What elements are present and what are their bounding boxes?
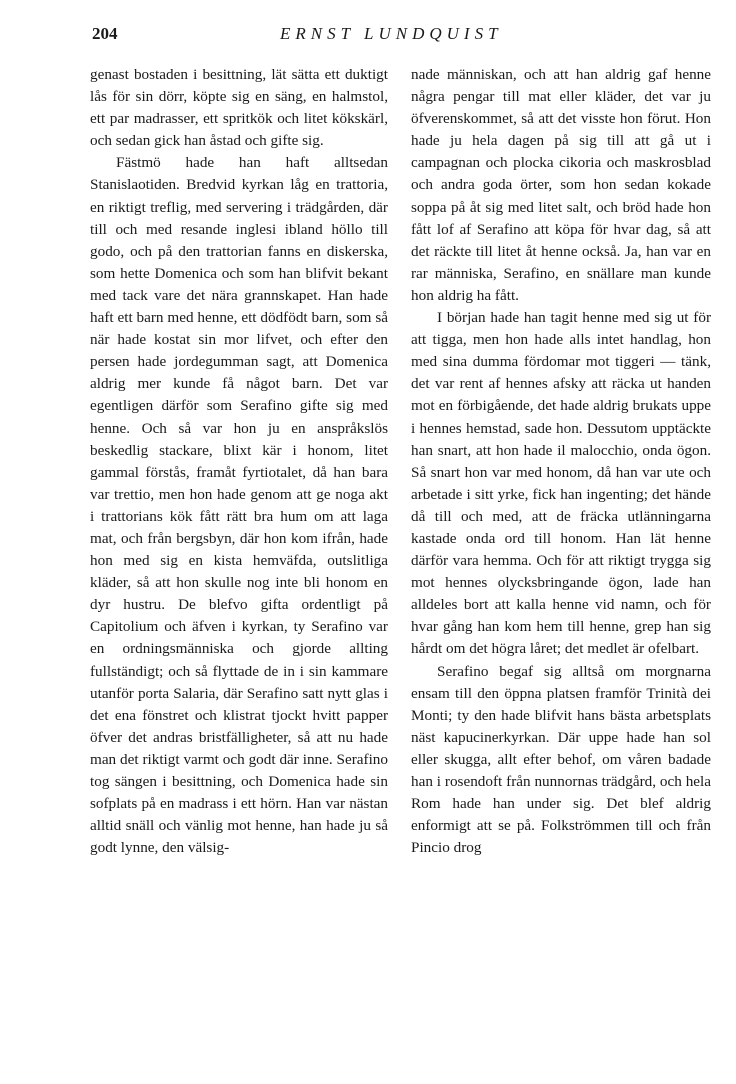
running-head: ERNST LUNDQUIST: [280, 24, 503, 43]
paragraph: Serafino begaf sig alltså om morgnarna ensam till den öppna platsen framför Trinità dei Monti; ty den hade blifvit hans bästa arbetsplats näst kapucinerkyrkan. Där uppe hade han sol eller skugga, allt efter behof, om våren badade han i rosendoft från nunnornas trädgård, och hela Rom hade han under sig. Det blef aldrig enformigt att se på. Folkströmmen till och från Pincio drog: [411, 662, 711, 857]
right-column: [411, 64, 711, 859]
left-column: [90, 64, 388, 859]
page-number: 204: [92, 24, 118, 43]
paragraph: Fästmö hade han haft alltsedan Stanislaotiden. Bredvid kyrkan låg en trattoria, en riktigt treflig, med servering i trädgården, där till och med resande inglesi ibland höllo till godo, och på den trattorian fanns en diskerska, som hette Domenica och som han blifvit bekant med tack vare det nära grannskapet. Han hade haft ett barn med henne, ett dödfödt barn, som så när hade kostat sin mor lifvet, och efter den persen hade jordegumman sagt, att Domenica aldrig mer kunde få något barn. Det var egentligen därför som Serafino gifte sig med henne. Och så var hon ju en anspråkslös beskedlig stackare, blixt kär i honom, litet gammal förstås, framåt fyrtiotalet, då han bara var trettio, men hon hade genom att ge noga akt i trattorians kök fått rätt bra hum om att laga mat, och från bergsbyn, där hon kom ifrån, hade hon med sig en kista hemväfda, outslitliga kläder, så att hon skulle nog inte bli honom en dyr hustru. De blefvo gifta ordentligt på Capitolium och äfven i kyrkan, ty Serafino var en ordningsmänniska och gjorde allting fullständigt; och så flyttade de in i sin kammare utanför porta Salaria, där Serafino satt nytt glas i det ena fönstret och klistrat tjockt hvitt papper öfver det andras bristfälligheter, så att nu hade man det riktigt varmt och godt där inne. Serafino tog sängen i besittning, och Domenica hade sin sofplats på en madrass i ett hörn. Han var nästan alltid snäll och vänlig mot henne, han hade ju så godt lynne, den välsig-: [90, 154, 388, 857]
paragraph: nade människan, och att han aldrig gaf henne några pengar till mat eller kläder, det var ju öfverenskommet, så att det visste hon förut. Hon hade ju hela dagen på sig till att gå ut i campagnan och plocka cikoria och maskrosblad och andra goda örter, som hon sedan kokade soppa på åt sig med litet salt, och bröd hade hon fått lof af Serafino att köpa för hvar dag, så att det räckte till litet åt henne också. Ja, han var en rar människa, Serafino, en snällare man kunde hon aldrig ha fått.: [411, 66, 711, 304]
paragraph: genast bostaden i besittning, lät sätta ett duktigt lås för sin dörr, köpte sig en säng, en halmstol, ett par madrasser, ett spritkök och litet kökskärl, och sedan gick han åstad och gifte sig.: [90, 66, 388, 150]
paragraph: I början hade han tagit henne med sig ut för att tigga, men hon hade alls intet handlag, hon med sina dumma fördomar mot tiggeri — tänk, det var rent af hennes afsky att räcka ut handen mot en förbigående, det hade aldrig brukats uppe i hennes hemstad, sade hon. Dessutom upptäckte han snart, att hon hade il malocchio, onda ögon. Så snart hon var med honom, då han var ute och arbetade i sitt yrke, fick han ingenting; det hände då till och med, att de fräcka utlänningarna kastade onda ord till honom. Han lät henne därför vara hemma. Och för att riktigt trygga sig mot hennes olycksbringande ögon, lade han alldeles bort att kalla henne vid namn, och för hvar gång han kom hem till henne, grep han sig hårdt om det högra låret; det medlet är ofelbart.: [411, 309, 711, 658]
page-header: [92, 24, 712, 50]
